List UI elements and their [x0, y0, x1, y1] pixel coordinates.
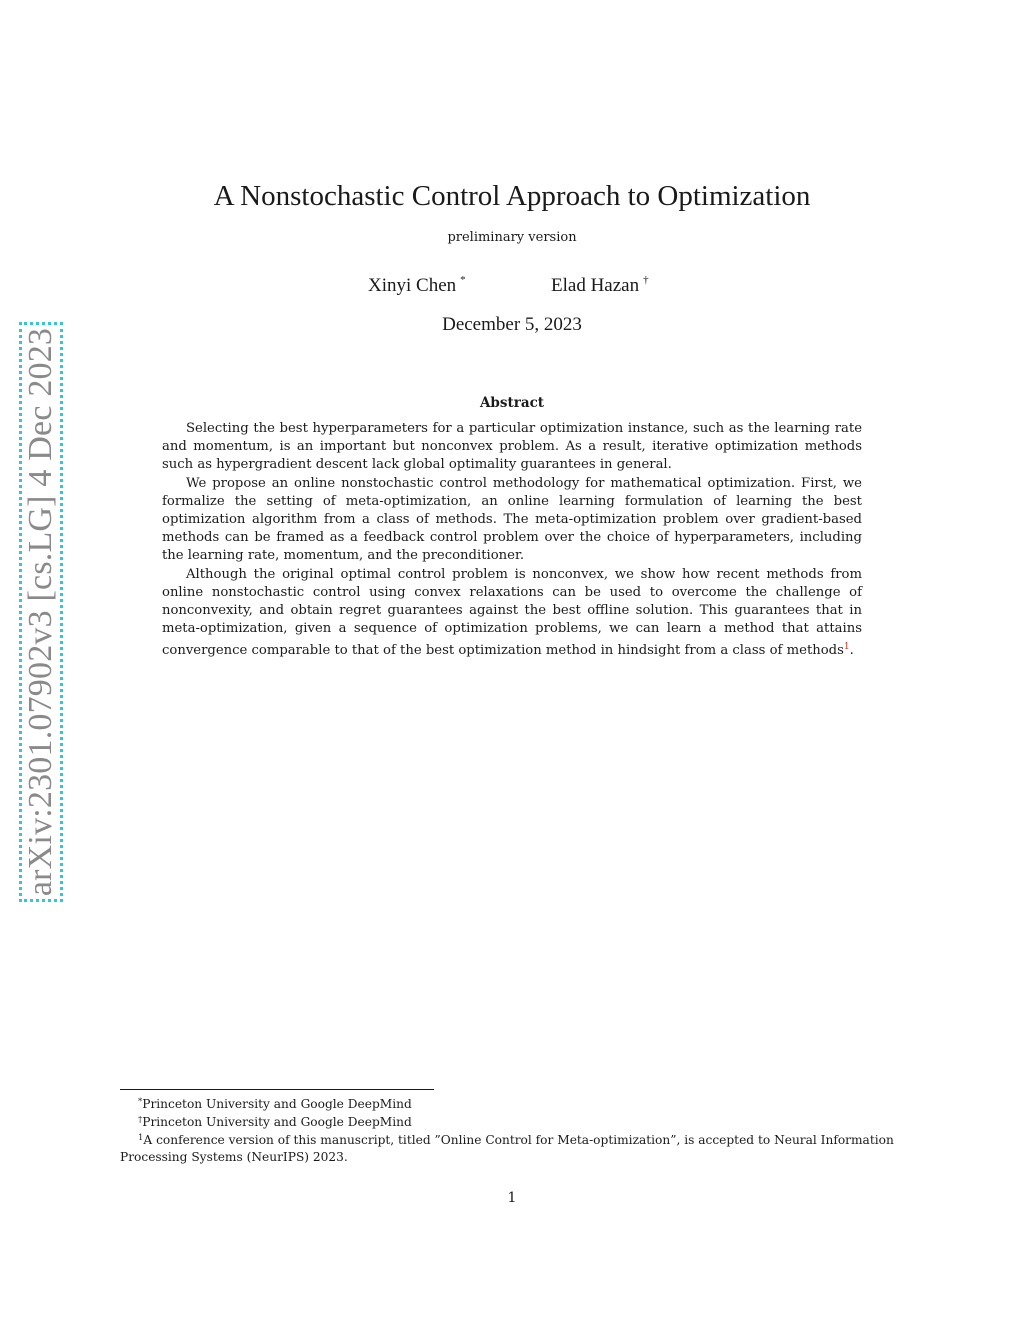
- footnote-mark: †: [138, 1115, 143, 1126]
- footnote-1: [120, 1094, 910, 1112]
- author-name: Elad Hazan: [551, 275, 640, 296]
- abstract-body: [162, 420, 862, 661]
- footnote-mark: *: [138, 1097, 143, 1107]
- author-2: [551, 274, 649, 297]
- author-name: Xinyi Chen: [368, 275, 457, 296]
- footnote-2: [120, 1112, 910, 1130]
- footnote-ref-1[interactable]: 1: [843, 642, 850, 653]
- paper-date: December 5, 2023: [442, 314, 582, 335]
- footnote-text: Princeton University and Google DeepMind: [142, 1097, 412, 1111]
- author-mark: *: [460, 274, 466, 286]
- footnote-text: A conference version of this manuscript, titled ”Online Control for Meta-optimization”, is accepted to Neural Information Processing Systems (NeurIPS) 2023.: [120, 1133, 894, 1164]
- abstract-paragraph-3: [162, 566, 862, 661]
- footnote-text: Princeton University and Google DeepMind: [142, 1115, 412, 1130]
- footnotes: [120, 1094, 910, 1165]
- footnote-3: [120, 1130, 910, 1164]
- abstract-paragraph-3-text: Although the original optimal control problem is nonconvex, we show how recent methods from online nonstochastic control using convex relaxations can be used to overcome the challenge of nonconvexity, and obtain regret guarantees against the best offline solution. This guarantees that in meta-optimization, given a sequence of optimization problems, we can learn a method that attains convergence comparable to that of the best optimization method in hindsight from a class of methods: [162, 566, 862, 659]
- page-number: 1: [507, 1190, 517, 1206]
- footnote-mark: 1: [138, 1133, 144, 1144]
- abstract-paragraph-3-end: .: [849, 643, 854, 659]
- paper-subtitle: preliminary version: [447, 230, 577, 245]
- author-mark: †: [643, 274, 649, 286]
- abstract-paragraph-2: We propose an online nonstochastic control methodology for mathematical optimization. First, we formalize the setting of meta-optimization, an online learning formulation of learning the best optimization algorithm from a class of methods. The meta-optimization problem over gradient-based methods can be framed as a feedback control problem over the choice of hyperparameters, including the learning rate, momentum, and the preconditioner.: [162, 475, 862, 564]
- author-1: [368, 274, 466, 297]
- abstract-heading: Abstract: [479, 395, 545, 411]
- footnote-rule: [120, 1089, 434, 1090]
- abstract-paragraph-1: Selecting the best hyperparameters for a particular optimization instance, such as the learning rate and momentum, is an important but nonconvex problem. As a result, iterative optimization methods such as hypergradient descent lack global optimality guarantees in general.: [162, 421, 862, 473]
- paper-title: A Nonstochastic Control Approach to Optimization: [213, 180, 811, 212]
- arxiv-id: arXiv:2301.07902v3 [cs.LG] 4 Dec 2023: [22, 327, 59, 897]
